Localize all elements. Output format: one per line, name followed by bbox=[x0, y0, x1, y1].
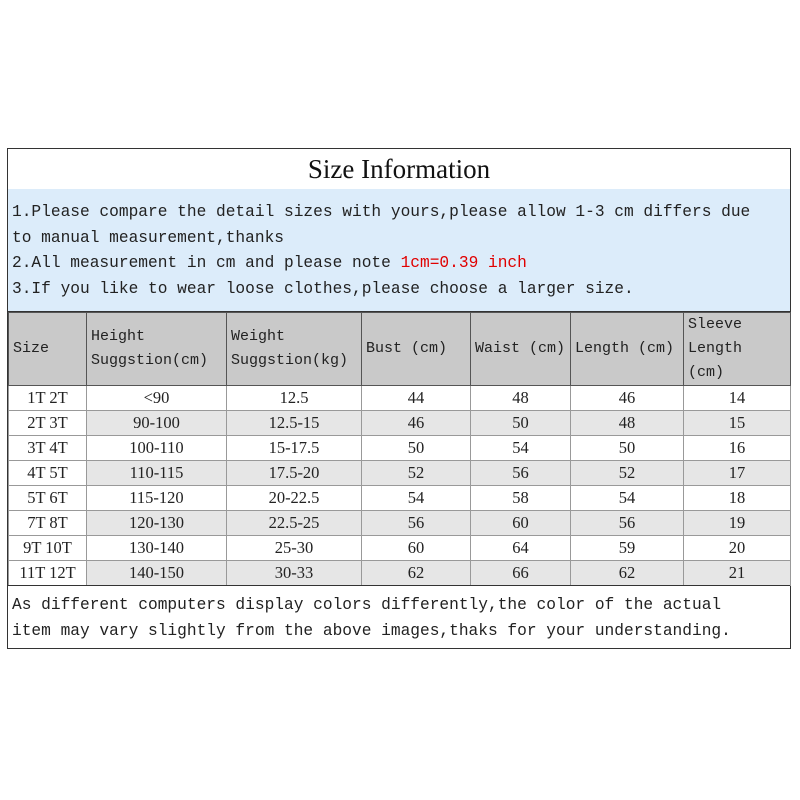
note-line-2 bbox=[12, 251, 786, 277]
title-bar bbox=[8, 149, 790, 190]
table-cell: 15-17.5 bbox=[227, 436, 362, 461]
table-cell: 56 bbox=[362, 511, 471, 536]
column-header bbox=[571, 313, 684, 386]
column-header bbox=[87, 313, 227, 386]
size-cell: 2T 3T bbox=[9, 411, 87, 436]
table-cell: 62 bbox=[571, 561, 684, 586]
column-header-label: Waist (cm) bbox=[475, 340, 566, 357]
table-cell: 52 bbox=[362, 461, 471, 486]
size-cell: 7T 8T bbox=[9, 511, 87, 536]
column-header-label: Size bbox=[13, 340, 50, 357]
column-header-label: Height bbox=[91, 328, 146, 345]
table-cell: 20-22.5 bbox=[227, 486, 362, 511]
table-cell: 25-30 bbox=[227, 536, 362, 561]
table-row bbox=[9, 461, 791, 486]
table-cell: 46 bbox=[571, 386, 684, 411]
size-cell: 5T 6T bbox=[9, 486, 87, 511]
column-header-label: Length (cm) bbox=[575, 340, 675, 357]
footer-line-1: As different computers display colors differently,the color of the actual bbox=[12, 596, 722, 614]
note-line-1b: to manual measurement,thanks bbox=[12, 228, 284, 247]
page-title: Size Information bbox=[307, 153, 491, 184]
column-header-label: Sleeve bbox=[688, 316, 743, 333]
footer-note bbox=[8, 585, 790, 648]
table-cell: 21 bbox=[684, 561, 791, 586]
table-cell: 60 bbox=[362, 536, 471, 561]
size-cell: 3T 4T bbox=[9, 436, 87, 461]
column-header-label: Bust (cm) bbox=[366, 340, 448, 357]
table-row bbox=[9, 511, 791, 536]
table-cell: 60 bbox=[471, 511, 571, 536]
table-cell: 22.5-25 bbox=[227, 511, 362, 536]
table-cell: <90 bbox=[87, 386, 227, 411]
table-cell: 20 bbox=[684, 536, 791, 561]
table-cell: 12.5 bbox=[227, 386, 362, 411]
table-row bbox=[9, 561, 791, 586]
table-cell: 18 bbox=[684, 486, 791, 511]
size-table bbox=[8, 312, 791, 586]
column-header-sublabel: Suggstion(kg) bbox=[231, 352, 349, 369]
column-header bbox=[227, 313, 362, 386]
table-cell: 17.5-20 bbox=[227, 461, 362, 486]
table-cell: 15 bbox=[684, 411, 791, 436]
size-cell: 9T 10T bbox=[9, 536, 87, 561]
column-header-label: Weight bbox=[231, 328, 286, 345]
table-body bbox=[9, 386, 791, 586]
table-cell: 52 bbox=[571, 461, 684, 486]
size-cell: 4T 5T bbox=[9, 461, 87, 486]
table-cell: 54 bbox=[571, 486, 684, 511]
table-cell: 14 bbox=[684, 386, 791, 411]
table-row bbox=[9, 486, 791, 511]
table-cell: 44 bbox=[362, 386, 471, 411]
table-cell: 110-115 bbox=[87, 461, 227, 486]
size-cell: 11T 12T bbox=[9, 561, 87, 586]
column-header-sublabel: Suggstion(cm) bbox=[91, 352, 209, 369]
size-cell: 1T 2T bbox=[9, 386, 87, 411]
note-line-1a: 1.Please compare the detail sizes with yours,please allow 1-3 cm differs due bbox=[12, 203, 751, 221]
table-cell: 100-110 bbox=[87, 436, 227, 461]
table-cell: 50 bbox=[362, 436, 471, 461]
table-cell: 50 bbox=[471, 411, 571, 436]
column-header bbox=[9, 313, 87, 386]
table-cell: 30-33 bbox=[227, 561, 362, 586]
table-row bbox=[9, 411, 791, 436]
table-cell: 64 bbox=[471, 536, 571, 561]
table-cell: 90-100 bbox=[87, 411, 227, 436]
note-line-3: 3.If you like to wear loose clothes,please choose a larger size. bbox=[12, 279, 634, 298]
table-cell: 54 bbox=[362, 486, 471, 511]
table-cell: 19 bbox=[684, 511, 791, 536]
table-row bbox=[9, 436, 791, 461]
table-cell: 56 bbox=[471, 461, 571, 486]
table-cell: 59 bbox=[571, 536, 684, 561]
table-cell: 66 bbox=[471, 561, 571, 586]
column-header bbox=[362, 313, 471, 386]
table-cell: 115-120 bbox=[87, 486, 227, 511]
column-header-sublabel: Length (cm) bbox=[688, 340, 743, 381]
column-header bbox=[684, 313, 791, 386]
table-cell: 48 bbox=[571, 411, 684, 436]
table-cell: 17 bbox=[684, 461, 791, 486]
table-cell: 140-150 bbox=[87, 561, 227, 586]
table-cell: 62 bbox=[362, 561, 471, 586]
table-row bbox=[9, 536, 791, 561]
table-header-row bbox=[9, 313, 791, 386]
table-cell: 48 bbox=[471, 386, 571, 411]
notes-section bbox=[8, 189, 790, 312]
table-cell: 120-130 bbox=[87, 511, 227, 536]
table-cell: 16 bbox=[684, 436, 791, 461]
table-cell: 54 bbox=[471, 436, 571, 461]
size-info-card bbox=[7, 148, 791, 649]
table-cell: 12.5-15 bbox=[227, 411, 362, 436]
table-row bbox=[9, 386, 791, 411]
note-line-2-text: 2.All measurement in cm and please note bbox=[12, 254, 401, 272]
conversion-highlight: 1cm=0.39 inch bbox=[400, 254, 527, 272]
table-cell: 56 bbox=[571, 511, 684, 536]
table-cell: 58 bbox=[471, 486, 571, 511]
table-cell: 46 bbox=[362, 411, 471, 436]
table-cell: 130-140 bbox=[87, 536, 227, 561]
table-cell: 50 bbox=[571, 436, 684, 461]
footer-line-2: item may vary slightly from the above images,thaks for your understanding. bbox=[12, 621, 731, 640]
column-header bbox=[471, 313, 571, 386]
